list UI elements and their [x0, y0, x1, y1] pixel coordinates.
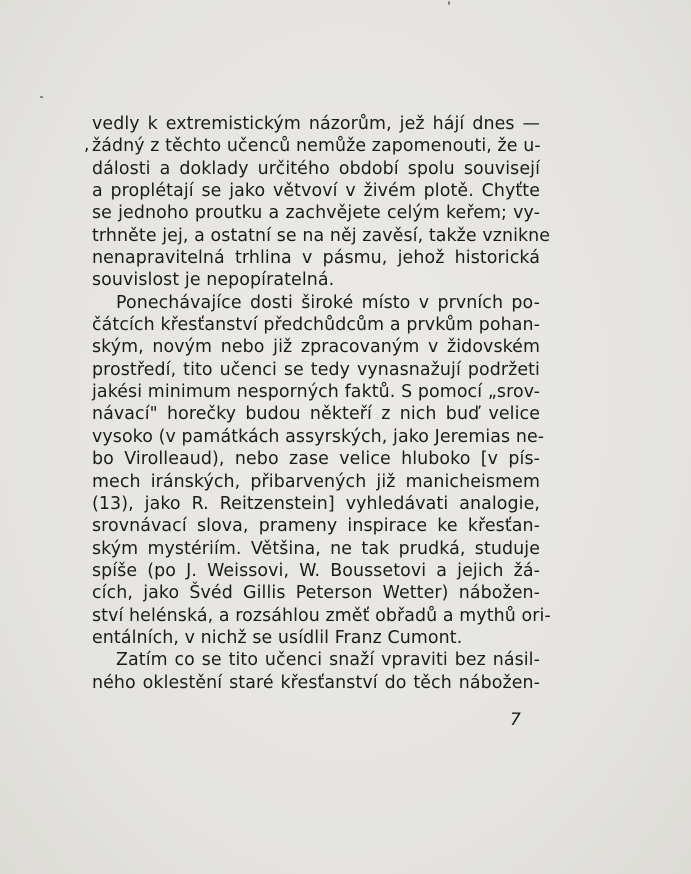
text-line: prostředí, tito učenci se tedy vynasnažují podržeti: [92, 359, 540, 380]
text-line: vedly k extremistickým názorům, jež hájí dnes —: [92, 114, 540, 134]
text-line: nenapravitelná trhlina v pásmu, jehož historická: [92, 248, 540, 269]
stray-mark: ,: [84, 135, 90, 156]
text-line: ného oklestění staré křesťanství do těch nábožen-: [92, 672, 540, 693]
text-line: dálosti a doklady určitého období spolu souvisejí: [92, 158, 540, 179]
body-text: [84, 113, 551, 694]
text-line: žádný z těchto učenců nemůže zapomenouti, že u-: [92, 136, 541, 157]
text-line: jakési minimum nesporných faktů. S pomocí „srov-: [92, 382, 540, 403]
text-line: vysoko (v památkách assyrských, jako Jeremias ne-: [92, 426, 545, 447]
text-line: (13), jako R. Reitzenstein] vyhledávati analogie,: [92, 493, 540, 514]
text-line: entálních, v nichž se usídlil Franz Cumont.: [92, 627, 463, 648]
text-line: Zatím co se tito učenci snaží vpraviti bez násil-: [116, 650, 540, 671]
page-number: 7: [510, 710, 521, 730]
text-line: srovnávací slova, prameny inspirace ke křesťan-: [92, 516, 540, 537]
paper-speck: [40, 96, 43, 98]
text-line: trhněte jej, a ostatní se na něj zavěsí, takže vznikne: [92, 225, 551, 246]
text-line: mech iránských, přibarvených již manicheismem: [92, 471, 540, 492]
text-line: se jednoho proutku a zachvějete celým keřem; vy-: [92, 203, 540, 224]
text-line: a proplétají se jako větvoví v živém plotě. Chyťte: [92, 181, 540, 202]
text-line: ským, novým nebo již zpracovaným v židovském: [92, 337, 540, 358]
text-line: ským mystériím. Většina, ne tak prudká, studuje: [92, 538, 540, 559]
text-line: návací" horečky budou někteří z nich buď velice: [92, 404, 540, 425]
text-line: čátcích křesťanství předchůdcům a prvkům pohan-: [92, 315, 540, 336]
text-line: bo Virolleaud), nebo zase velice hluboko [v pís-: [92, 449, 540, 470]
text-line: spíše (po J. Weissovi, W. Boussetovi a jejich žá-: [92, 560, 540, 581]
text-line: ství helénská, a rozsáhlou změť obřadů a mythů ori-: [92, 605, 551, 626]
text-line: cích, jako Švéd Gillis Peterson Wetter) nábožen-: [92, 583, 540, 604]
text-line: Ponechávajíce dosti široké místo v prvních po-: [116, 292, 540, 313]
text-line: souvislost je nepopíratelná.: [92, 270, 335, 291]
paper-speck: [448, 1, 450, 5]
